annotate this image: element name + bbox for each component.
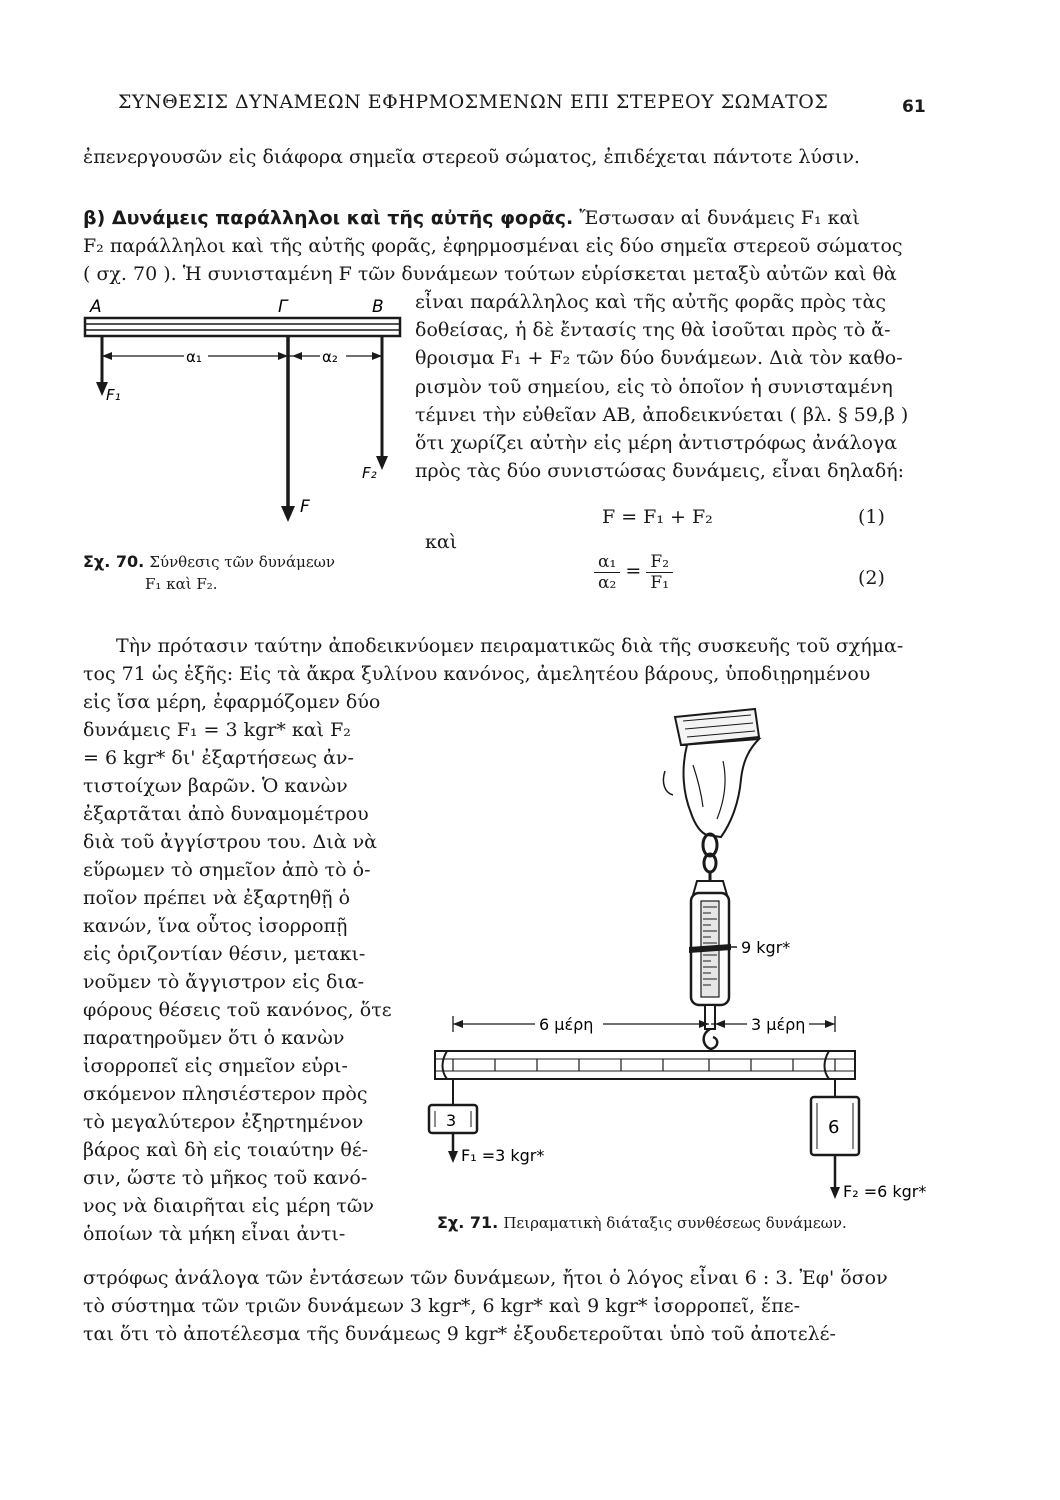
right-column-line: δοθείσας, ἡ δὲ ἔντασίς της θὰ ἰσοῦται πρὸς τὸ ἄ-: [415, 319, 891, 341]
arrowhead: [830, 1187, 840, 1199]
left-column-line: σιν, ὥστε τὸ μῆκος τοῦ κανό-: [83, 1167, 368, 1189]
left-column-line: φόρους θέσεις τοῦ κανόνος, ὅτε: [83, 999, 392, 1021]
figure-71-diagram: [425, 695, 935, 1215]
weight-left-label: 3: [446, 1111, 457, 1130]
left-column-line: παρατηροῦμεν ὅτι ὁ κανὼν: [83, 1027, 345, 1049]
label-point-a: A: [90, 297, 102, 317]
force-right-label: F₂ =6 kgr*: [843, 1182, 927, 1201]
left-column-line: νος νὰ διαιρῆται εἰς μέρη τῶν: [83, 1195, 374, 1217]
text-line: F₂ παράλληλοι καὶ τῆς αὐτῆς φορᾶς, ἐφηρμοσμέναι εἰς δύο σημεῖα στερεοῦ σώματος: [83, 235, 903, 257]
right-column-line: εἶναι παράλληλος καὶ τῆς αὐτῆς φορᾶς πρὸς τὰς: [415, 291, 887, 313]
rigid-bar: [85, 318, 400, 336]
right-part-label: 3 μέρη: [751, 1015, 806, 1034]
dynamometer-rod: [705, 1005, 715, 1029]
left-column-line: βάρος καὶ δὴ εἰς τοιαύτην θέ-: [83, 1139, 369, 1161]
figure-70-caption-line2: F₁ καὶ F₂.: [145, 575, 218, 593]
caption-text: Πειραματικὴ διάταξις συνθέσεως δυνάμεων.: [503, 1214, 847, 1232]
caption-number: Σχ. 70.: [83, 552, 145, 571]
text-line: ἐπενεργουσῶν εἰς διάφορα σημεῖα στερεοῦ σώματος, ἐπιδέχεται πάντοτε λύσιν.: [83, 146, 860, 168]
label-f: F: [300, 497, 310, 517]
right-column-line: πρὸς τὰς δύο συνιστώσας δυνάμεις, εἶναι δηλαδή:: [415, 460, 905, 482]
text-span: Ἔστωσαν αἱ δυνάμεις F₁ καὶ: [573, 207, 860, 229]
fraction-numerator: F₂: [646, 552, 673, 573]
left-column-line: εἰς ὁριζοντίαν θέσιν, μετακι-: [83, 943, 366, 965]
fraction-denominator: F₁: [650, 573, 670, 593]
left-column-line: σκόμενον πλησιέστερον πρὸς: [83, 1083, 368, 1105]
fraction-denominator: α₂: [598, 573, 617, 593]
equation-2: [594, 552, 673, 593]
label-point-g: Γ: [278, 297, 288, 317]
fraction-f2-f1: [646, 552, 673, 593]
left-column-line: εὕρωμεν τὸ σημεῖον ἀπὸ τὸ ὁ-: [83, 859, 371, 881]
text-line-with-heading: [83, 209, 860, 228]
equals-sign: =: [625, 560, 642, 582]
label-point-b: B: [372, 297, 384, 317]
weight-right-label: 6: [828, 1117, 840, 1138]
text-line: τος 71 ὡς ἑξῆς: Εἰς τὰ ἄκρα ξυλίνου κανόνος, ἀμελητέου βάρους, ὑποδιῃρημένου: [83, 663, 871, 685]
hanging-hook: [704, 1029, 718, 1049]
hand-icon: [681, 739, 759, 837]
left-column-line: τὸ μεγαλύτερον ἐξηρτημένον: [83, 1111, 364, 1133]
arrowhead: [292, 352, 302, 360]
label-f2: F₂: [362, 464, 377, 482]
text-line: τὸ σύστημα τῶν τριῶν δυνάμεων 3 kgr*, 6 kgr* καὶ 9 kgr* ἰσορροπεῖ, ἕπε-: [83, 1295, 800, 1317]
left-column-line: εἰς ἴσα μέρη, ἐφαρμόζομεν δύο: [83, 691, 381, 713]
arrowhead: [715, 1020, 725, 1028]
fraction-numerator: α₁: [594, 552, 620, 573]
label-a2: α₂: [322, 348, 338, 366]
equation-1: F = F₁ + F₂: [602, 506, 713, 528]
text-line: ται ὅτι τὸ ἀποτέλεσμα τῆς δυνάμεως 9 kgr* ἐξουδετεροῦται ὑπὸ τοῦ ἀποτελέ-: [83, 1323, 836, 1345]
label-a1: α₁: [186, 348, 202, 366]
dynamometer-reading: 9 kgr*: [741, 938, 791, 957]
figure-70-diagram: [80, 292, 410, 532]
conjunction-and: καὶ: [425, 531, 458, 553]
left-column-line: διὰ τοῦ ἀγγίστρου του. Διὰ νὰ: [83, 831, 377, 853]
label-f1: F₁: [106, 386, 121, 404]
left-column-line: κανών, ἵνα οὗτος ἰσορροπῇ: [83, 915, 348, 937]
arrowhead: [281, 506, 295, 522]
left-column-line: νοῦμεν τὸ ἄγγιστρον εἰς δια-: [83, 971, 365, 993]
left-column-line: ἰσορροπεῖ εἰς σημεῖον εὑρι-: [83, 1055, 348, 1077]
left-column-line: ἐξαρτᾶται ἀπὸ δυναμομέτρου: [83, 803, 369, 825]
arrowhead: [453, 1020, 463, 1028]
figure-71-caption: [437, 1213, 847, 1232]
right-column-line: τέμνει τὴν εὐθεῖαν ΑΒ, ἀποδεικνύεται ( βλ. § 59,β ): [415, 404, 909, 426]
running-header: ΣΥΝΘΕΣΙΣ ΔΥΝΑΜΕΩΝ ΕΦΗΡΜΟΣΜΕΝΩΝ ΕΠΙ ΣΤΕΡΕΟΥ ΣΩΜΑΤΟΣ: [118, 91, 829, 113]
hand-shading: [663, 771, 673, 795]
caption-text: Σύνθεσις τῶν δυνάμεων: [149, 553, 335, 571]
left-column-line: ὁποίων τὰ μήκη εἶναι ἀντι-: [83, 1223, 346, 1245]
fraction-a1-a2: [594, 552, 620, 593]
text-line: στρόφως ἀνάλογα τῶν ἐντάσεων τῶν δυνάμεων, ἤτοι ὁ λόγος εἶναι 6 : 3. Ἐφ' ὅσον: [83, 1267, 888, 1289]
section-heading: β) Δυνάμεις παράλληλοι καὶ τῆς αὐτῆς φορᾶς.: [83, 207, 574, 229]
page-number: 61: [902, 97, 926, 117]
text-line: ( σχ. 70 ). Ἡ συνισταμένη F τῶν δυνάμεων τούτων εὑρίσκεται μεταξὺ αὐτῶν καὶ θὰ: [83, 263, 897, 285]
equation-2-number: (2): [858, 567, 885, 589]
right-column-line: ὅτι χωρίζει αὐτὴν εἰς μέρη ἀντιστρόφως ἀνάλογα: [415, 432, 898, 454]
left-column-line: ποῖον πρέπει νὰ ἐξαρτηθῇ ὁ: [83, 887, 351, 909]
force-left-label: F₁ =3 kgr*: [461, 1146, 545, 1165]
caption-number: Σχ. 71.: [437, 1213, 499, 1232]
left-column-line: τιστοίχων βαρῶν. Ὁ κανὼν: [83, 775, 348, 797]
left-column-line: δυνάμεις F₁ = 3 kgr* καὶ F₂: [83, 719, 351, 741]
figure-70-caption-line1: [83, 552, 335, 571]
arrowhead: [825, 1020, 835, 1028]
equation-1-number: (1): [858, 506, 885, 528]
left-column-line: = 6 kgr* δι' ἐξαρτήσεως ἀν-: [83, 747, 354, 769]
right-column-line: ρισμὸν τοῦ σημείου, εἰς τὸ ὁποῖον ἡ συνισταμένη: [415, 376, 893, 398]
wooden-ruler: [435, 1051, 855, 1079]
arrowhead: [448, 1151, 458, 1163]
right-column-line: θροισμα F₁ + F₂ τῶν δύο δυνάμεων. Διὰ τὸν καθο-: [415, 347, 903, 369]
left-part-label: 6 μέρη: [539, 1015, 594, 1034]
text-line: Τὴν πρότασιν ταύτην ἀποδεικνύομεν πειραματικῶς διὰ τῆς συσκευῆς τοῦ σχήμα-: [116, 635, 904, 657]
arrowhead: [376, 456, 388, 470]
